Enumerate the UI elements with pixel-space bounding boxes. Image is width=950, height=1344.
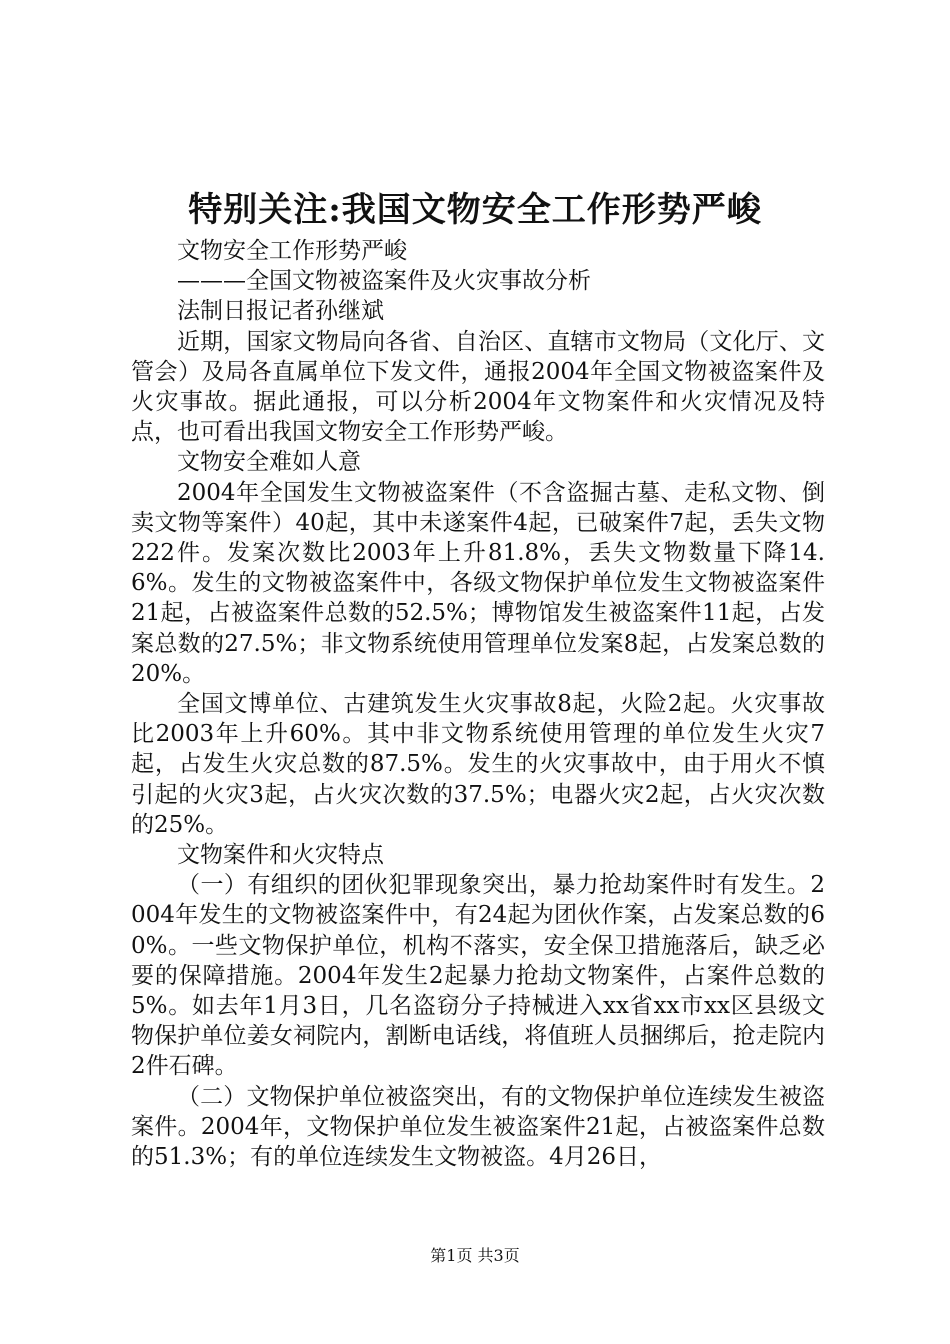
subtitle: ———全国文物被盗案件及火灾事故分析 bbox=[177, 268, 591, 295]
paragraph: 2004年全国发生文物被盗案件（不含盗掘古墓、走私文物、倒卖文物等案件）40起，其中未遂案件4起，已破案件7起，丢失文物222件。发案次数比2003年上升81.8%，丢失文物数量下降14.6%。发生的文物被盗案件中，各级文物保护单位发生文物被盗案件21起，占被盗案件总数的52.5%；博物馆发生被盗案件11起，占发案总数的27.5%；非文物系统使用管理单位发案8起，占发案总数的20%。 bbox=[131, 479, 825, 687]
paragraph: 全国文博单位、古建筑发生火灾事故8起，火险2起。火灾事故比2003年上升60%。其中非文物系统使用管理的单位发生火灾7起，占发生火灾总数的87.5%。发生的火灾事故中，由于用火不慎引起的火灾3起，占火灾次数的37.5%；电器火灾2起，占火灾次数的25%。 bbox=[131, 691, 825, 838]
section-heading: 文物案件和火灾特点 bbox=[177, 842, 384, 869]
paragraph: （二）文物保护单位被盗突出，有的文物保护单位连续发生被盗案件。2004年，文物保护单位发生被盗案件21起，占被盗案件总数的51.3%；有的单位连续发生文物被盗。4月26日， bbox=[131, 1083, 825, 1171]
paragraph: （一）有组织的团伙犯罪现象突出，暴力抢劫案件时有发生。2004年发生的文物被盗案件中，有24起为团伙作案，占发案总数的60%。一些文物保护单位，机构不落实，安全保卫措施落后，缺乏必要的保障措施。2004年发生2起暴力抢劫文物案件，占案件总数的5%。如去年1月3日，几名盗窃分子持械进入xx省xx市xx区县级文物保护单位姜女祠院内，割断电话线，将值班人员捆绑后，抢走院内2件石碑。 bbox=[131, 872, 825, 1080]
section-heading: 文物安全难如人意 bbox=[177, 449, 361, 476]
document-body bbox=[131, 236, 825, 1172]
page-footer: 第1页 共3页 bbox=[430, 1246, 520, 1265]
document-title: 特别关注:我国文物安全工作形势严峻 bbox=[188, 190, 762, 230]
paragraph: 近期，国家文物局向各省、自治区、直辖市文物局（文化厅、文管会）及局各直属单位下发文件，通报2004年全国文物被盗案件及火灾事故。据此通报，可以分析2004年文物案件和火灾情况及特点，也可看出我国文物安全工作形势严峻。 bbox=[131, 328, 825, 446]
section-heading: 文物安全工作形势严峻 bbox=[177, 238, 407, 264]
byline: 法制日报记者孙继斌 bbox=[177, 298, 384, 325]
